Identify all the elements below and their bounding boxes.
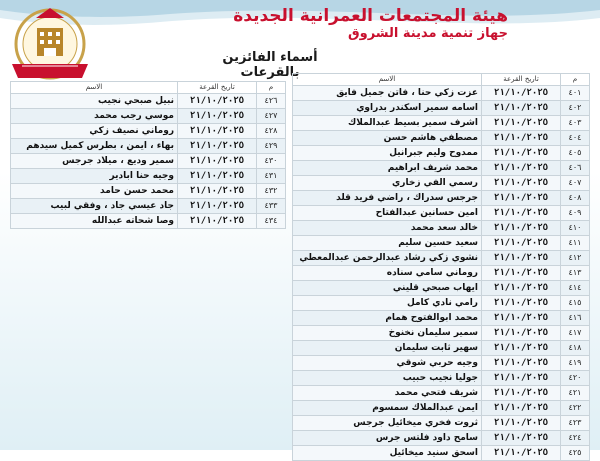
draw-date: ٢١/١٠/٢٠٢٥: [482, 401, 561, 416]
table-row: [293, 311, 590, 326]
winner-name: سمير وديع ، ميلاد جرجس: [11, 154, 178, 169]
draw-date: ٢١/١٠/٢٠٢٥: [482, 236, 561, 251]
draw-date: ٢١/١٠/٢٠٢٥: [482, 101, 561, 116]
organization-header: [233, 6, 508, 42]
page-title: أسماء الفائزين بالقرعات: [222, 50, 318, 80]
draw-date: ٢١/١٠/٢٠٢٥: [482, 86, 561, 101]
row-number: ٤٢٠: [561, 371, 590, 386]
draw-date: ٢١/١٠/٢٠٢٥: [178, 169, 257, 184]
table-row: [11, 94, 286, 109]
row-number: ٤١١: [561, 236, 590, 251]
winner-name: خالد سعد محمد: [293, 221, 482, 236]
draw-date: ٢١/١٠/٢٠٢٥: [482, 311, 561, 326]
draw-date: ٢١/١٠/٢٠٢٥: [482, 326, 561, 341]
winner-name: عزت زكي حنا ، فاتن جميل فايق: [293, 86, 482, 101]
winner-name: نشوي زكي رشاد عبدالرحمن عبدالمعطي: [293, 251, 482, 266]
winner-name: وصا شحاته عبدالله: [11, 214, 178, 229]
table-row: [11, 109, 286, 124]
row-number: ٤٢٣: [561, 416, 590, 431]
table-row: [293, 191, 590, 206]
table-row: [11, 154, 286, 169]
draw-date: ٢١/١٠/٢٠٢٥: [482, 191, 561, 206]
table-row: [293, 371, 590, 386]
table-row: [293, 161, 590, 176]
winner-name: جوليا نجيب حبيب: [293, 371, 482, 386]
row-number: ٤٣٠: [257, 154, 286, 169]
draw-date: ٢١/١٠/٢٠٢٥: [482, 206, 561, 221]
row-number: ٤١٩: [561, 356, 590, 371]
col-header-num: م: [257, 82, 286, 94]
draw-date: ٢١/١٠/٢٠٢٥: [482, 341, 561, 356]
draw-date: ٢١/١٠/٢٠٢٥: [482, 356, 561, 371]
winner-name: ممدوح وليم جبرانيل: [293, 146, 482, 161]
row-number: ٤٣٢: [257, 184, 286, 199]
table-header-row: [11, 82, 286, 94]
draw-date: ٢١/١٠/٢٠٢٥: [482, 281, 561, 296]
row-number: ٤١٠: [561, 221, 590, 236]
row-number: ٤٢٨: [257, 124, 286, 139]
winner-name: ايمن عبدالملاك سمسوم: [293, 401, 482, 416]
table-row: [293, 101, 590, 116]
table-row: [293, 356, 590, 371]
draw-date: ٢١/١٠/٢٠٢٥: [482, 146, 561, 161]
table-row: [293, 326, 590, 341]
draw-date: ٢١/١٠/٢٠٢٥: [482, 161, 561, 176]
row-number: ٤١٧: [561, 326, 590, 341]
table-row: [293, 116, 590, 131]
draw-date: ٢١/١٠/٢٠٢٥: [482, 446, 561, 461]
draw-date: ٢١/١٠/٢٠٢٥: [178, 94, 257, 109]
row-number: ٤٢٤: [561, 431, 590, 446]
table-header-row: [293, 74, 590, 86]
row-number: ٤٢٩: [257, 139, 286, 154]
row-number: ٤٢٧: [257, 109, 286, 124]
winner-name: مصطفي هاشم حسن: [293, 131, 482, 146]
winners-table-left-body: [11, 94, 286, 229]
winner-name: جاد عيسي جاد ، وفقي لبيب: [11, 199, 178, 214]
col-header-name: الاسم: [11, 82, 178, 94]
winner-name: اسامه سمير اسكندر بدراوي: [293, 101, 482, 116]
winner-name: جرجس سدراك ، راضي فريد قلد: [293, 191, 482, 206]
row-number: ٤١٦: [561, 311, 590, 326]
authority-logo: [4, 4, 96, 88]
table-row: [293, 386, 590, 401]
winner-name: نبيل صبحي نجيب: [11, 94, 178, 109]
draw-date: ٢١/١٠/٢٠٢٥: [482, 371, 561, 386]
table-row: [293, 296, 590, 311]
table-row: [11, 139, 286, 154]
row-number: ٤٣٤: [257, 214, 286, 229]
winner-name: سامح داود فلتس جرس: [293, 431, 482, 446]
row-number: ٤١٢: [561, 251, 590, 266]
table-row: [293, 176, 590, 191]
table-row: [293, 146, 590, 161]
winner-name: وجيه حربي شوقي: [293, 356, 482, 371]
winner-name: امين حسانين عبدالفتاح: [293, 206, 482, 221]
table-row: [293, 416, 590, 431]
table-row: [293, 401, 590, 416]
winner-name: روماني نصيف زكي: [11, 124, 178, 139]
winner-name: شريف فتحي محمد: [293, 386, 482, 401]
draw-date: ٢١/١٠/٢٠٢٥: [178, 184, 257, 199]
table-row: [293, 341, 590, 356]
row-number: ٤٢٦: [257, 94, 286, 109]
winner-name: ايهاب صبحي قليني: [293, 281, 482, 296]
row-number: ٤٠١: [561, 86, 590, 101]
table-row: [11, 199, 286, 214]
table-row: [293, 446, 590, 461]
winner-name: موسي رجب محمد: [11, 109, 178, 124]
winner-name: اشرف سمير بسيط عبدالملاك: [293, 116, 482, 131]
draw-date: ٢١/١٠/٢٠٢٥: [482, 116, 561, 131]
col-header-name: الاسم: [293, 74, 482, 86]
draw-date: ٢١/١٠/٢٠٢٥: [482, 386, 561, 401]
winner-name: محمد شريف ابراهيم: [293, 161, 482, 176]
row-number: ٤١٤: [561, 281, 590, 296]
col-header-date: تاريخ القرعة: [178, 82, 257, 94]
draw-date: ٢١/١٠/٢٠٢٥: [482, 176, 561, 191]
table-row: [11, 184, 286, 199]
table-row: [293, 431, 590, 446]
winner-name: رسمي الفي زخاري: [293, 176, 482, 191]
row-number: ٤٣١: [257, 169, 286, 184]
draw-date: ٢١/١٠/٢٠٢٥: [482, 131, 561, 146]
table-row: [293, 86, 590, 101]
table-row: [293, 266, 590, 281]
winner-name: اسحق سنيد ميخائيل: [293, 446, 482, 461]
table-row: [11, 124, 286, 139]
draw-date: ٢١/١٠/٢٠٢٥: [178, 199, 257, 214]
draw-date: ٢١/١٠/٢٠٢٥: [178, 109, 257, 124]
draw-date: ٢١/١٠/٢٠٢٥: [178, 139, 257, 154]
winner-name: محمد حسن حامد: [11, 184, 178, 199]
winner-name: روماني سامي سناده: [293, 266, 482, 281]
draw-date: ٢١/١٠/٢٠٢٥: [482, 431, 561, 446]
col-header-num: م: [561, 74, 590, 86]
row-number: ٤٢١: [561, 386, 590, 401]
winner-name: رامي نادي كامل: [293, 296, 482, 311]
draw-date: ٢١/١٠/٢٠٢٥: [482, 266, 561, 281]
table-row: [293, 281, 590, 296]
row-number: ٤٠٦: [561, 161, 590, 176]
winners-table-right: [292, 73, 590, 461]
row-number: ٤٠٨: [561, 191, 590, 206]
draw-date: ٢١/١٠/٢٠٢٥: [178, 154, 257, 169]
winner-name: بهاء ، ايمن ، بطرس كميل سيدهم: [11, 139, 178, 154]
row-number: ٤١٣: [561, 266, 590, 281]
row-number: ٤٠٢: [561, 101, 590, 116]
table-row: [11, 169, 286, 184]
draw-date: ٢١/١٠/٢٠٢٥: [482, 251, 561, 266]
row-number: ٤٠٥: [561, 146, 590, 161]
winner-name: وجيه حنا ابادير: [11, 169, 178, 184]
table-row: [293, 251, 590, 266]
table-row: [293, 221, 590, 236]
winners-table-right-body: [293, 86, 590, 461]
row-number: ٤١٨: [561, 341, 590, 356]
row-number: ٤٢٥: [561, 446, 590, 461]
winner-name: محمد ابوالفتوح همام: [293, 311, 482, 326]
row-number: ٤٢٢: [561, 401, 590, 416]
col-header-date: تاريخ القرعة: [482, 74, 561, 86]
table-row: [11, 214, 286, 229]
org-subunit: جهاز تنمية مدينة الشروق: [348, 26, 508, 41]
org-name: هيئة المجتمعات العمرانية الجديدة: [233, 6, 508, 26]
table-row: [293, 236, 590, 251]
row-number: ٤٠٤: [561, 131, 590, 146]
table-row: [293, 131, 590, 146]
winner-name: سعيد حسين سليم: [293, 236, 482, 251]
draw-date: ٢١/١٠/٢٠٢٥: [178, 214, 257, 229]
winner-name: سهير ثابت سليمان: [293, 341, 482, 356]
row-number: ٤٠٧: [561, 176, 590, 191]
draw-date: ٢١/١٠/٢٠٢٥: [482, 416, 561, 431]
winner-name: ثروت فخري ميخائيل جرجس: [293, 416, 482, 431]
draw-date: ٢١/١٠/٢٠٢٥: [178, 124, 257, 139]
winners-table-left: [10, 81, 286, 229]
draw-date: ٢١/١٠/٢٠٢٥: [482, 296, 561, 311]
row-number: ٤٠٣: [561, 116, 590, 131]
table-row: [293, 206, 590, 221]
draw-date: ٢١/١٠/٢٠٢٥: [482, 221, 561, 236]
row-number: ٤٣٣: [257, 199, 286, 214]
row-number: ٤١٥: [561, 296, 590, 311]
row-number: ٤٠٩: [561, 206, 590, 221]
winner-name: سمير سليمان نخنوخ: [293, 326, 482, 341]
